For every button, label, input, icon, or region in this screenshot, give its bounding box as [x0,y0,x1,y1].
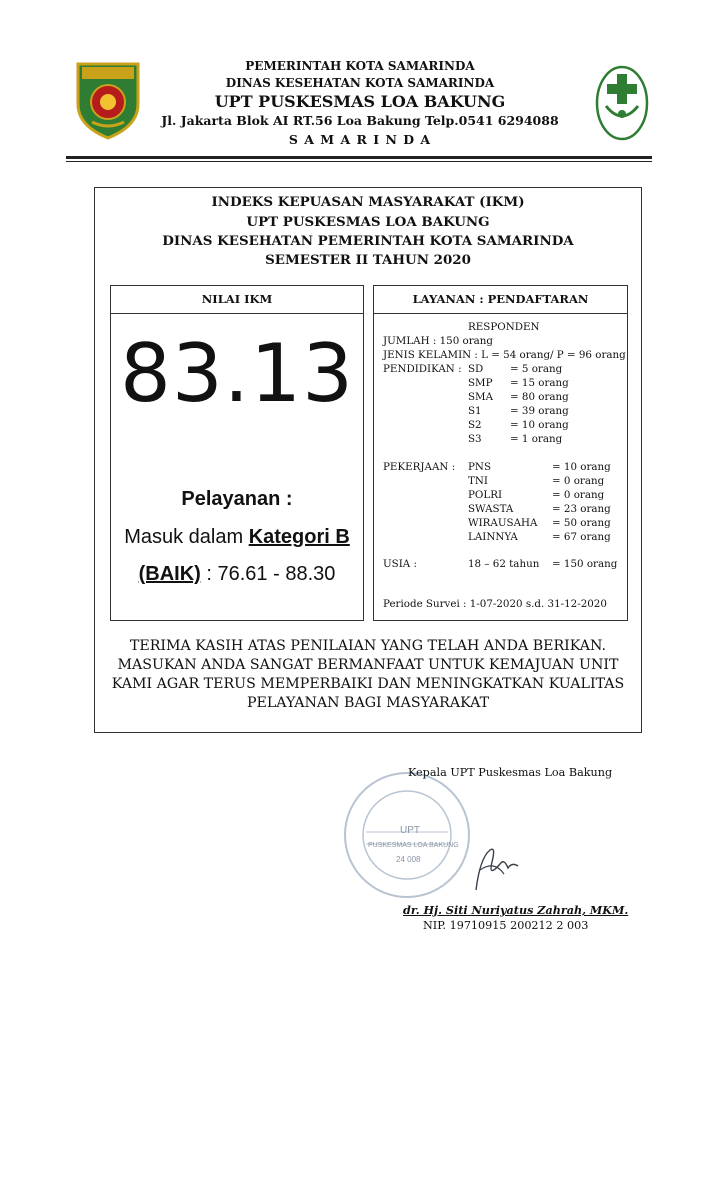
pekerjaan-value: = 0 orang [552,489,605,501]
jumlah-responden: JUMLAH : 150 orang [383,335,494,347]
baik-label: (BAIK) [138,563,201,585]
stamp-code: 24 008 [396,855,421,864]
signatory-nip: NIP. 19710915 200212 2 003 [423,919,589,932]
thanks-line-1: TERIMA KASIH ATAS PENILAIAN YANG TELAH ANDA BERIKAN. [129,638,607,654]
pendidikan-label: PENDIDIKAN : [383,363,462,375]
pelayanan-label: Pelayanan : [181,488,293,510]
pendidikan-key: SMA [468,391,494,403]
letterhead-city: S A M A R I N D A [288,132,432,147]
letterhead-rule-thick [66,156,652,159]
pendidikan-value: = 39 orang [510,405,569,417]
letterhead-rule-thin [66,161,652,162]
ikm-value: 83.13 [119,327,355,420]
pendidikan-key: S3 [468,433,482,445]
ikm-range: : 76.61 - 88.30 [200,563,336,585]
letterhead-line-3: UPT PUSKESMAS LOA BAKUNG [214,92,506,111]
usia-value: = 150 orang [552,558,618,570]
report-title-2: UPT PUSKESMAS LOA BAKUNG [246,214,490,230]
letterhead-address: Jl. Jakarta Blok AI RT.56 Loa Bakung Telp.0541 6294088 [161,113,559,128]
letterhead-line-2: DINAS KESEHATAN KOTA SAMARINDA [225,76,495,90]
kategori-value: Kategori B [248,526,350,548]
pendidikan-key: SMP [468,377,493,389]
signatory-position: Kepala UPT Puskesmas Loa Bakung [408,766,613,779]
report-title-3: DINAS KESEHATAN PEMERINTAH KOTA SAMARINDA [162,233,574,249]
stamp-upt: UPT [400,825,420,836]
pendidikan-value: = 5 orang [510,363,563,375]
pendidikan-key: S2 [468,419,482,431]
pekerjaan-value: = 23 orang [552,503,611,515]
pekerjaan-value: = 10 orang [552,461,611,473]
handwritten-signature [470,840,522,894]
pendidikan-value: = 80 orang [510,391,569,403]
jenis-kelamin: JENIS KELAMIN : L = 54 orang/ P = 96 orang [383,349,626,361]
report-title-4: SEMESTER II TAHUN 2020 [265,252,471,268]
layanan-box [373,285,628,621]
pekerjaan-value: = 0 orang [552,475,605,487]
kategori-prefix: Masuk dalam [124,526,249,548]
pekerjaan-key: LAINNYA [468,531,518,543]
usia-label: USIA : [383,558,417,570]
pekerjaan-key: PNS [468,461,491,473]
layanan-header: LAYANAN : PENDAFTARAN [374,286,627,314]
thanks-line-4: PELAYANAN BAGI MASYARAKAT [246,695,490,711]
pekerjaan-value: = 67 orang [552,531,611,543]
range-line [111,563,363,586]
report-title-1: INDEKS KEPUASAN MASYARAKAT (IKM) [211,194,525,210]
pendidikan-value: = 15 orang [510,377,569,389]
pekerjaan-key: TNI [468,475,488,487]
usia-range: 18 – 62 tahun [468,558,540,570]
pendidikan-key: S1 [468,405,482,417]
pendidikan-value: = 10 orang [510,419,569,431]
ikm-value-header: NILAI IKM [111,286,363,314]
responden-heading: RESPONDEN [468,321,540,333]
signatory-name: dr. Hj. Siti Nuriyatus Zahrah, MKM. [403,903,629,917]
pekerjaan-key: WIRAUSAHA [468,517,538,529]
letterhead-line-1: PEMERINTAH KOTA SAMARINDA [245,59,475,73]
ikm-report-frame [94,187,642,733]
ikm-value-box [110,285,364,621]
pekerjaan-key: POLRI [468,489,503,501]
kategori-line [111,526,363,549]
pendidikan-value: = 1 orang [510,433,563,445]
bakti-husada-logo [594,64,650,142]
pendidikan-key: SD [468,363,484,375]
pekerjaan-key: SWASTA [468,503,514,515]
survey-period: Periode Survei : 1-07-2020 s.d. 31-12-2020 [383,598,607,610]
thanks-line-3: KAMI AGAR TERUS MEMPERBAIKI DAN MENINGKATKAN KUALITAS [111,676,625,692]
pekerjaan-value: = 50 orang [552,517,611,529]
stamp-puskesmas: PUSKESMAS LOA BAKUNG [368,842,459,849]
thanks-line-2: MASUKAN ANDA SANGAT BERMANFAAT UNTUK KEMAJUAN UNIT [117,657,619,673]
pekerjaan-label: PEKERJAAN : [383,461,456,473]
